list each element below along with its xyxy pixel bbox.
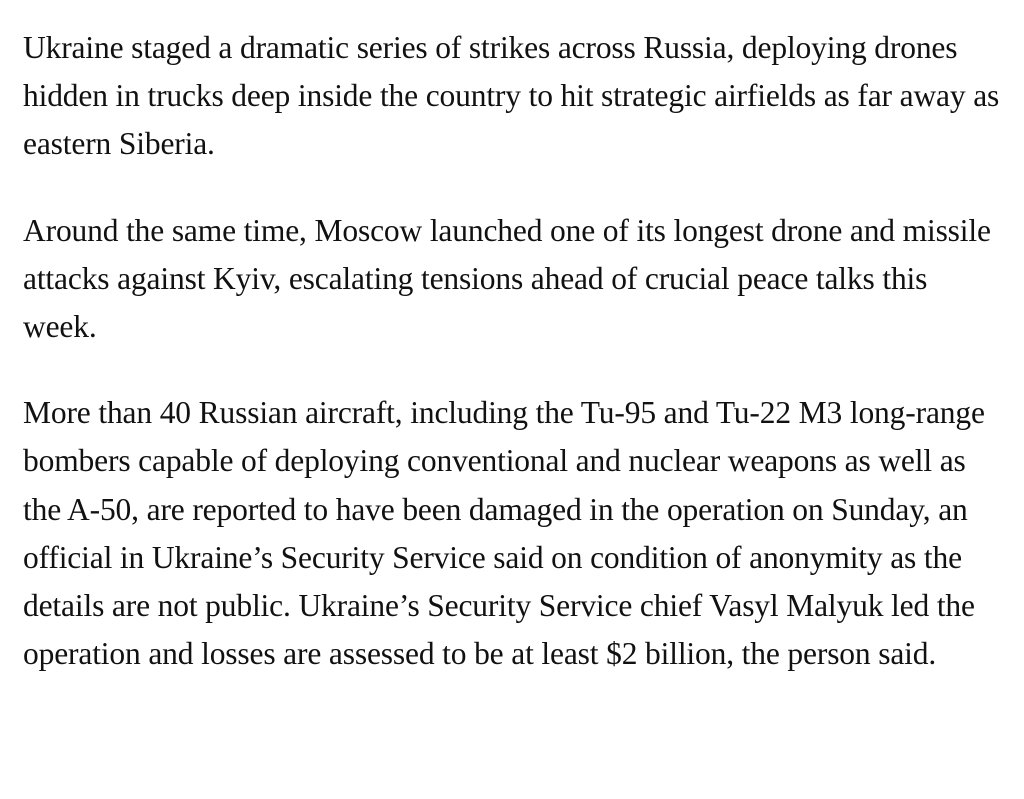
article-paragraph-1: Ukraine staged a dramatic series of strikes across Russia, deploying drones hidden in trucks deep inside the country to hit strategic airfields as far away as eastern Siberia. — [23, 30, 1000, 162]
article-paragraph-3: More than 40 Russian aircraft, including the Tu-95 and Tu-22 M3 long-range bombers capable of deploying conventional and nuclear weapons as well as the A-50, are reported to have been damaged in the operation on Sunday, an official in Ukraine’s Security Service said on condition of anonymity as the details are not public. Ukraine’s Security Service chief Vasyl Malyuk led the operation and losses are assessed to be at least $2 billion, the person said. — [23, 395, 985, 672]
article-paragraph-2: Around the same time, Moscow launched one of its longest drone and missile attacks against Kyiv, escalating tensions ahead of crucial peace talks this week. — [23, 212, 991, 345]
